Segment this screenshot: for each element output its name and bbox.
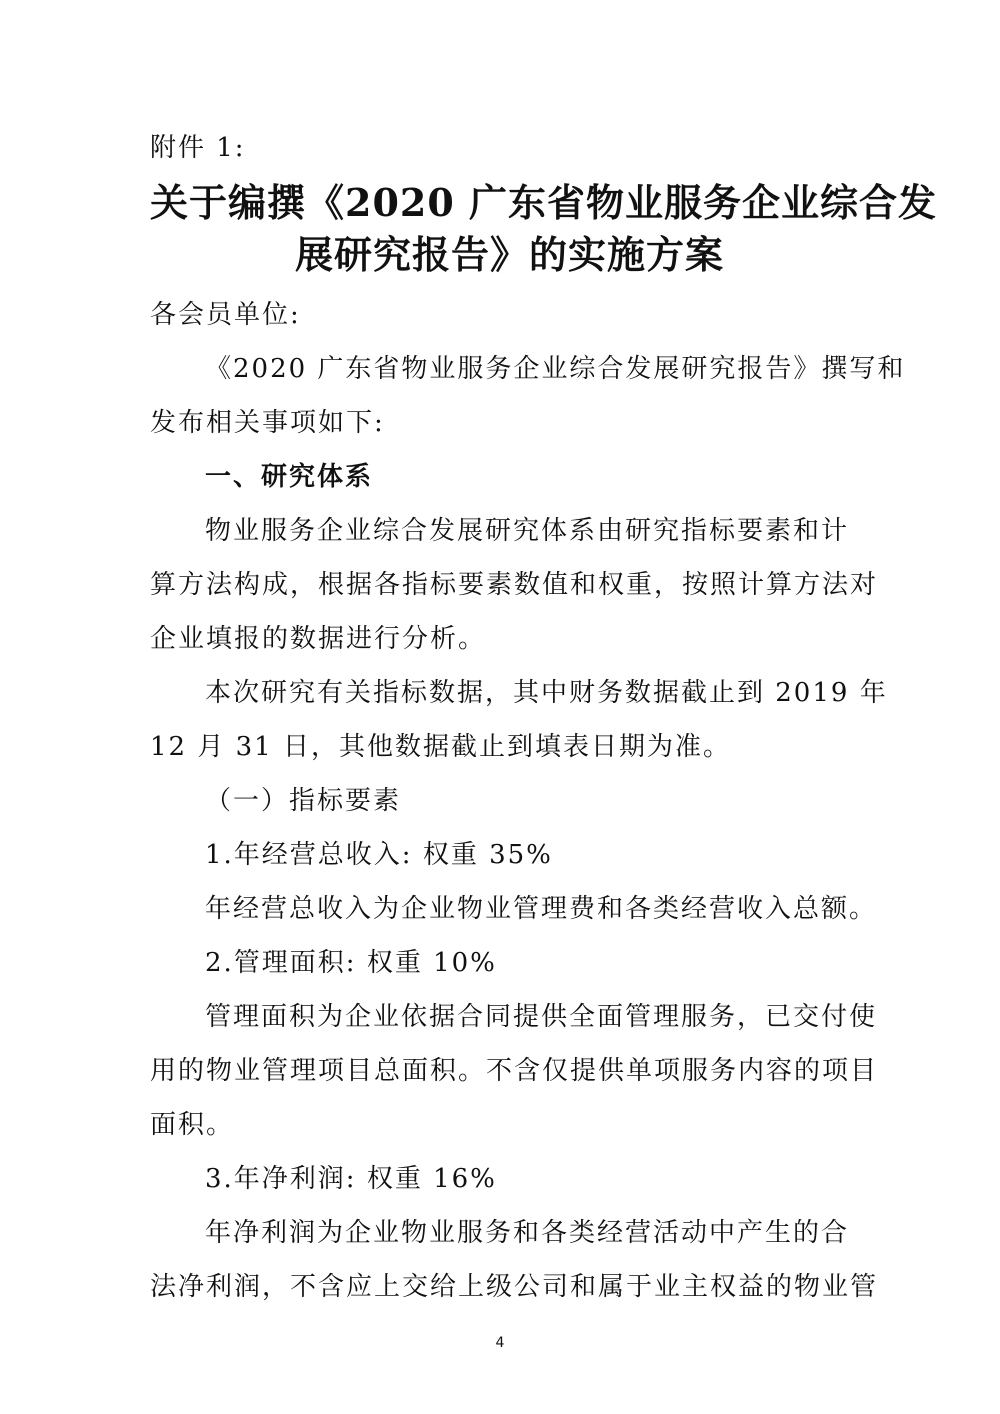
paragraph-system-line-2: 算方法构成，根据各指标要素数值和权重，按照计算方法对 [150,570,879,600]
paragraph-data-cutoff-line-1: 本次研究有关指标数据，其中财务数据截止到 2019 年 [205,678,888,708]
salutation: 各会员单位: [150,300,301,330]
page-number: 4 [495,1335,505,1351]
indicator-3-heading: 3.年净利润: 权重 16% [205,1164,497,1194]
indicator-3-description-line-1: 年净利润为企业物业服务和各类经营活动中产生的合 [205,1218,850,1248]
subsection-heading-indicator-elements: （一）指标要素 [205,786,402,816]
indicator-2-description-line-3: 面积。 [150,1110,235,1140]
paragraph-system-line-1: 物业服务企业综合发展研究体系由研究指标要素和计 [205,516,850,546]
indicator-2-description-line-1: 管理面积为企业依据合同提供全面管理服务，已交付使 [205,1002,878,1032]
paragraph-intro-line-2: 发布相关事项如下: [150,408,385,438]
indicator-1-description: 年经营总收入为企业物业管理费和各类经营收入总额。 [205,894,878,924]
document-title-line-2: 展研究报告》的实施方案 [295,232,725,277]
indicator-3-description-line-2: 法净利润，不含应上交给上级公司和属于业主权益的物业管 [150,1272,879,1302]
paragraph-system-line-3: 企业填报的数据进行分析。 [150,624,487,654]
indicator-2-description-line-2: 用的物业管理项目总面积。不含仅提供单项服务内容的项目 [150,1056,879,1086]
document-title-line-1: 关于编撰《2020 广东省物业服务企业综合发 [150,180,937,225]
paragraph-intro-line-1: 《2020 广东省物业服务企业综合发展研究报告》撰写和 [205,354,906,384]
section-heading-research-system: 一、研究体系 [205,462,374,492]
indicator-1-heading: 1.年经营总收入: 权重 35% [205,840,553,870]
paragraph-data-cutoff-line-2: 12 月 31 日，其他数据截止到填表日期为准。 [150,732,731,762]
attachment-label: 附件 1: [150,133,246,163]
indicator-2-heading: 2.管理面积: 权重 10% [205,948,497,978]
